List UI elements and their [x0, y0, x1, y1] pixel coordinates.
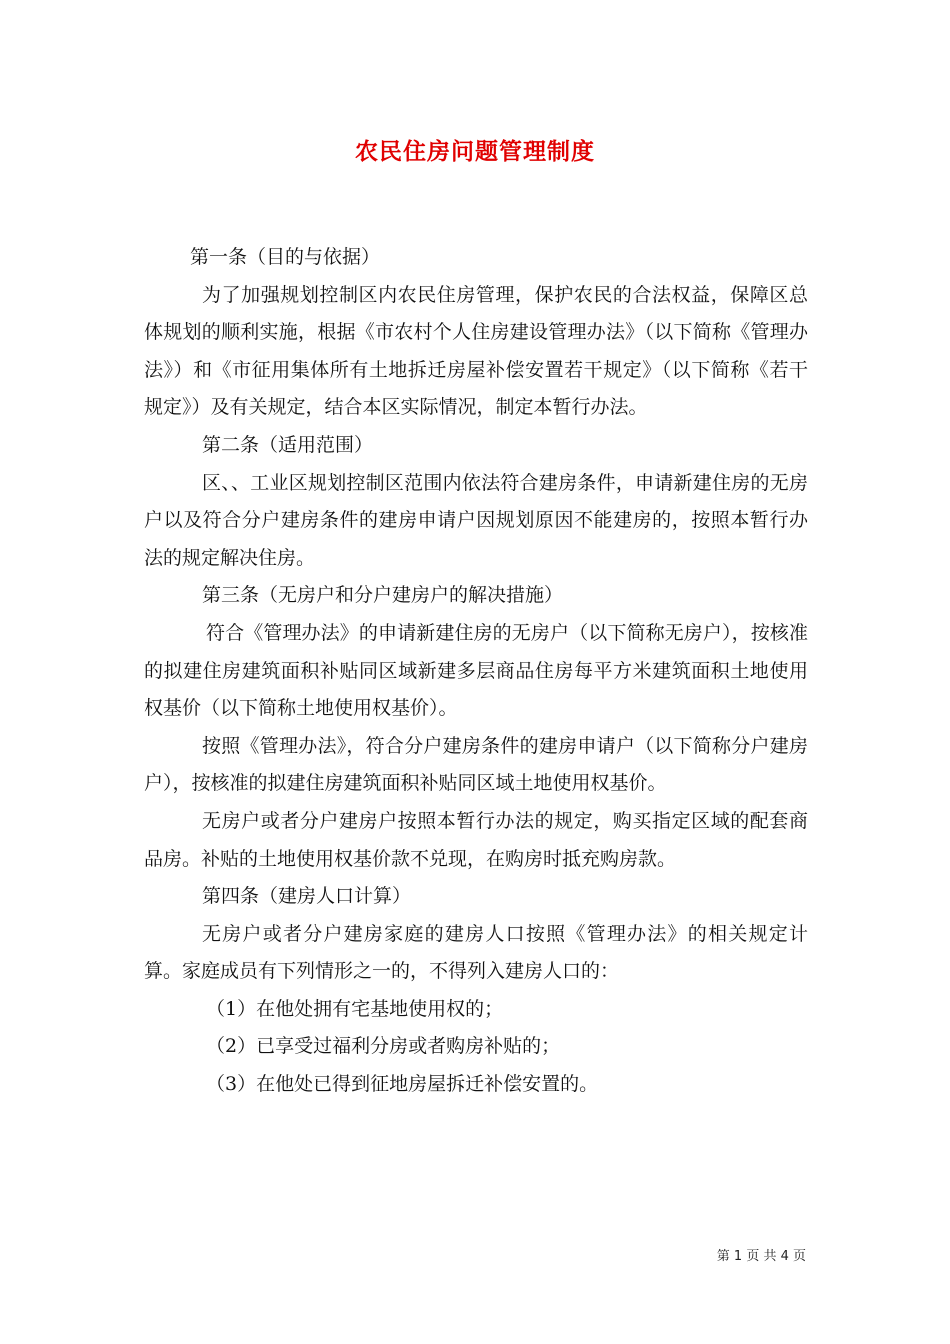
article-2-heading: 第二条（适用范围） [202, 433, 374, 456]
article-3-paragraph-1: 符合《管理办法》的申请新建住房的无房户（以下简称无房户），按核准的拟建住房建筑面积补贴同区域新建多层商品住房每平方米建筑面积土地使用权基价（以下简称土地使用权基价）。 [144, 621, 808, 720]
article-4-heading: 第四条（建房人口计算） [202, 885, 412, 908]
page-number-footer: 第 1 页 共 4 页 [716, 1249, 806, 1264]
article-4-paragraph: 无房户或者分户建房家庭的建房人口按照《管理办法》的相关规定计算。家庭成员有下列情形之一的，不得列入建房人口的： [144, 922, 808, 983]
article-3-paragraph-3: 无房户或者分户建房户按照本暂行办法的规定，购买指定区域的配套商品房。补贴的土地使用权基价款不兑现，在购房时抵充购房款。 [144, 809, 808, 870]
article-1-heading: 第一条（目的与依据） [190, 246, 381, 268]
document-title: 农民住房问题管理制度 [355, 139, 595, 165]
article-3-heading: 第三条（无房户和分户建房户的解决措施） [202, 584, 564, 607]
article-4-item-2: （2）已享受过福利分房或者购房补贴的； [206, 1035, 561, 1058]
document-body [144, 239, 808, 1104]
article-2-paragraph: 区、、工业区规划控制区范围内依法符合建房条件，申请新建住房的无房户以及符合分户建房条件的建房申请户因规划原因不能建房的，按照本暂行办法的规定解决住房。 [144, 471, 808, 569]
article-4-item-3: （3）在他处已得到征地房屋拆迁补偿安置的。 [206, 1073, 599, 1096]
article-4-item-1: （1）在他处拥有宅基地使用权的； [206, 997, 504, 1020]
article-1-paragraph: 为了加强规划控制区内农民住房管理，保护农民的合法权益，保障区总体规划的顺利实施，根据《市农村个人住房建设管理办法》（以下简称《管理办法》）和《市征用集体所有土地拆迁房屋补偿安置若干规定》（以下简称《若干规定》）及有关规定，结合本区实际情况，制定本暂行办法。 [144, 283, 808, 419]
article-3-paragraph-2: 按照《管理办法》，符合分户建房条件的建房申请户（以下简称分户建房户），按核准的拟建住房建筑面积补贴同区域土地使用权基价。 [144, 734, 808, 795]
